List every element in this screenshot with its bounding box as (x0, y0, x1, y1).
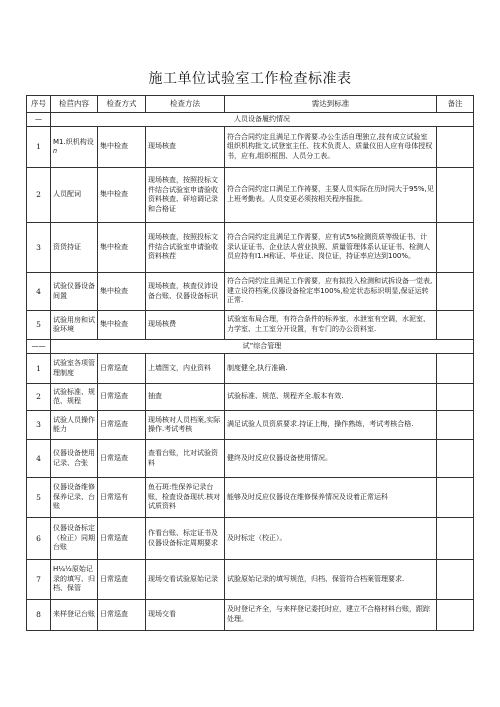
row-content: 试验人员操作能力 (51, 411, 98, 440)
row-content: 试验用房和试验环境 (51, 311, 98, 340)
table-row (27, 600, 474, 631)
table-row (27, 223, 474, 273)
row-standard: 制度健全,执行准确. (225, 354, 437, 384)
row-mode: 日常巡査 (98, 354, 146, 384)
table-row (27, 440, 474, 478)
row-number: 1 (27, 354, 51, 384)
row-mode: 日常巡査 (98, 518, 146, 560)
row-remark (437, 600, 474, 631)
row-number: 7 (27, 560, 51, 600)
row-mode: 集中检查 (98, 223, 146, 273)
row-number: 5 (27, 478, 51, 518)
row-standard: 符合合同约定且满足工作需要，应有试5%检测资质等级证书、计录认证证书、企业法人营业执照、质量管理体系认证证书、检测人员应持有I1.H称证、毕业证、岗位证，持证率应达到100%。 (225, 223, 437, 273)
table-header-row (27, 96, 474, 113)
row-mode: 日常巡査 (98, 560, 146, 600)
row-number: 1 (27, 127, 51, 168)
table-row (27, 411, 474, 440)
row-content: 试验标准、规范、规程 (51, 384, 98, 411)
table-row (27, 311, 474, 340)
row-mode: 日常巡查 (98, 384, 146, 411)
row-standard: 符合合同约定且满足工作需要，应有拟投入检测和试拆设备一觉表,建立设符档案,仪器设备检定率100%,检定状态标识明显,保证运转正常. (225, 273, 437, 311)
row-standard: 健终及时反应仪器设备使用情况。 (225, 440, 437, 478)
row-method: 现场核对人员档案,实际操作.考试考核 (146, 411, 225, 440)
section-title: 试”综合管理 (51, 340, 474, 354)
row-mode: 集中检查 (98, 168, 146, 223)
section-title: 人员设备履约情况 (51, 113, 474, 127)
row-content: 人员配词 (51, 168, 98, 223)
table-row (27, 168, 474, 223)
section-row (27, 113, 474, 127)
row-method: 作看台账、标定证书及仪器设备标定周期要求 (146, 518, 225, 560)
row-standard: 及时标定（校正）。 (225, 518, 437, 560)
row-remark (437, 127, 474, 168)
row-standard: 符合合同约定口满足工作祷要，主要人员实际在历时同大于95%,见上班考勤表。人员变更必须按相关程序报批。 (225, 168, 437, 223)
row-mode: 日常巡查 (98, 440, 146, 478)
section-row (27, 340, 474, 354)
row-standard: 符合合同约定且满足工作需要.办公生活自理独立,技有成立试验室组织机构批文,试登室主任、技术负责人、质量仪田人应有母体授权书，应有,组织框图、人员分工表。 (225, 127, 437, 168)
row-method: 现场核査 (146, 127, 225, 168)
row-method: 现场交看 (146, 600, 225, 631)
row-method: 现场交看试验原始记录 (146, 560, 225, 600)
table-row (27, 518, 474, 560)
row-mode: 集中检查 (98, 311, 146, 340)
inspection-standard-table (26, 95, 474, 631)
row-number: 4 (27, 273, 51, 311)
row-remark (437, 411, 474, 440)
table-body (27, 113, 474, 631)
row-number: 3 (27, 223, 51, 273)
row-remark (437, 518, 474, 560)
row-method: 现场核费 (146, 311, 225, 340)
row-number: 6 (27, 518, 51, 560)
table-row (27, 354, 474, 384)
row-remark (437, 354, 474, 384)
row-standard: 试验标准、规范、规程齐全.版本有效. (225, 384, 437, 411)
row-remark (437, 478, 474, 518)
page-title: 施工单位试验室工作检查标准表 (148, 71, 352, 87)
table-row (27, 127, 474, 168)
row-method: 现场核査，按照投标文件结合试验室申请验收资料核茬 (146, 223, 225, 273)
row-standard: 能够及时反应仪器设在维修保养情况及设着正常运科 (225, 478, 437, 518)
row-content: 资货持证 (51, 223, 98, 273)
row-standard: 满足试验人员资质要求.持证上梅，操作熟练，考试考核合格. (225, 411, 437, 440)
table-row (27, 560, 474, 600)
table-row (27, 478, 474, 518)
row-remark (437, 273, 474, 311)
row-mode: 日常巡査 (98, 600, 146, 631)
row-remark (437, 384, 474, 411)
header-standard: 需达到标准 (225, 96, 437, 113)
row-method: 现场核査，按照投标文件结合试验室申请验收资料核査、砰培调记录和合格证 (146, 168, 225, 223)
row-mode: 集中检查 (98, 127, 146, 168)
row-content: 来样登记台账 (51, 600, 98, 631)
row-content: 仪器设备维修保养记录、台账 (51, 478, 98, 518)
row-standard: 试脸原始记录的填写规范，归档、保管符合档案管理要求. (225, 560, 437, 600)
row-content: 试验仪器设备间置 (51, 273, 98, 311)
section-marker: —— (27, 340, 51, 354)
row-remark (437, 223, 474, 273)
row-standard: 及时登记齐全，与来样登记委托时应，建立不合格材料台账，跟踪处理。 (225, 600, 437, 631)
header-remark: 备注 (437, 96, 474, 113)
header-content: 检苣内容 (51, 96, 98, 113)
row-mode: 集中检查 (98, 273, 146, 311)
row-number: 5 (27, 311, 51, 340)
row-remark (437, 311, 474, 340)
row-number: 2 (27, 168, 51, 223)
row-standard: 试验室布局合理，有符合条件的标养室，水泄室有空调，水泥室、力学室、土工室分开设置，有专门的办公资料室. (225, 311, 437, 340)
row-remark (437, 440, 474, 478)
row-method: 现场核査，核査仪沛设备台账、仪器设备标识 (146, 273, 225, 311)
row-content: M1.织机构设𝑛 (51, 127, 98, 168)
row-content: 仪器设备标定（检正）同期台账 (51, 518, 98, 560)
row-method: 鱼石斑:性保养记录台账，检査设备现状.核对试质资料 (146, 478, 225, 518)
row-content: H¼½原始记录的填写、归档、保管 (51, 560, 98, 600)
table-row (27, 384, 474, 411)
header-method: 检查方法 (146, 96, 225, 113)
row-number: 8 (27, 600, 51, 631)
header-index: 序号 (27, 96, 51, 113)
row-content: 试验室各项管理制度 (51, 354, 98, 384)
row-remark (437, 168, 474, 223)
table-row (27, 273, 474, 311)
header-mode: 检查方式 (98, 96, 146, 113)
row-method: 抽査 (146, 384, 225, 411)
row-content: 仪器设备使用记录、合张 (51, 440, 98, 478)
row-number: 2 (27, 384, 51, 411)
row-mode: 日常巡查 (98, 411, 146, 440)
row-method: 上墙图文，内业资料 (146, 354, 225, 384)
row-method: 查看台账，比对试验资料 (146, 440, 225, 478)
row-remark (437, 560, 474, 600)
row-mode: 日常巡有 (98, 478, 146, 518)
row-number: 4 (27, 440, 51, 478)
section-marker: — (27, 113, 51, 127)
row-number: 3 (27, 411, 51, 440)
